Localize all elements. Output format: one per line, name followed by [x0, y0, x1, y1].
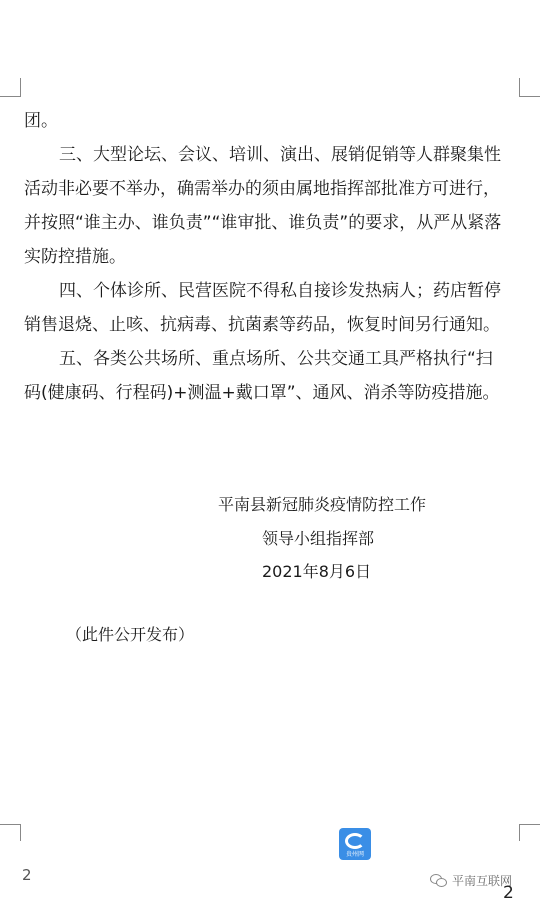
watermark — [430, 872, 512, 889]
publication-note: （此件公开发布） — [66, 625, 195, 644]
crop-mark-top-right — [519, 78, 540, 97]
page-number: 2 — [22, 866, 32, 884]
doc-line: 活动非必要不举办，确需举办的须由属地指挥部批准方可进行， — [24, 179, 500, 199]
document-body — [24, 104, 520, 410]
logo-text: 贵州网 — [345, 851, 364, 858]
doc-line: 四、个体诊所、民营医院不得私自接诊发热病人；药店暂停 — [59, 281, 501, 301]
doc-line: 销售退烧、止咳、抗病毒、抗菌素等药品，恢复时间另行通知。 — [24, 315, 500, 335]
crop-mark-bottom-right — [519, 824, 540, 841]
logo-icon — [339, 828, 371, 860]
signature-org-line1: 平南县新冠肺炎疫情防控工作 — [218, 495, 427, 514]
doc-line: 三、大型论坛、会议、培训、演出、展销促销等人群聚集性 — [59, 145, 501, 165]
wechat-icon — [430, 874, 448, 888]
doc-line: 实防控措施。 — [24, 247, 126, 267]
doc-line: 码(健康码、行程码)+测温+戴口罩”、通风、消杀等防疫措施。 — [24, 383, 500, 403]
doc-line: 五、各类公共场所、重点场所、公共交通工具严格执行“扫 — [59, 349, 493, 369]
crop-mark-bottom-left — [0, 824, 21, 841]
crop-mark-top-left — [0, 78, 21, 97]
watermark-text: 平南互联网 — [452, 874, 513, 888]
page-badge: 2 — [503, 883, 514, 903]
doc-line: 并按照“谁主办、谁负责”“谁审批、谁负责”的要求，从严从紧落 — [24, 213, 502, 233]
signature-org-line2: 领导小组指挥部 — [262, 529, 375, 548]
doc-line: 团。 — [24, 111, 58, 131]
signature-date: 2021年8月6日 — [262, 562, 372, 581]
